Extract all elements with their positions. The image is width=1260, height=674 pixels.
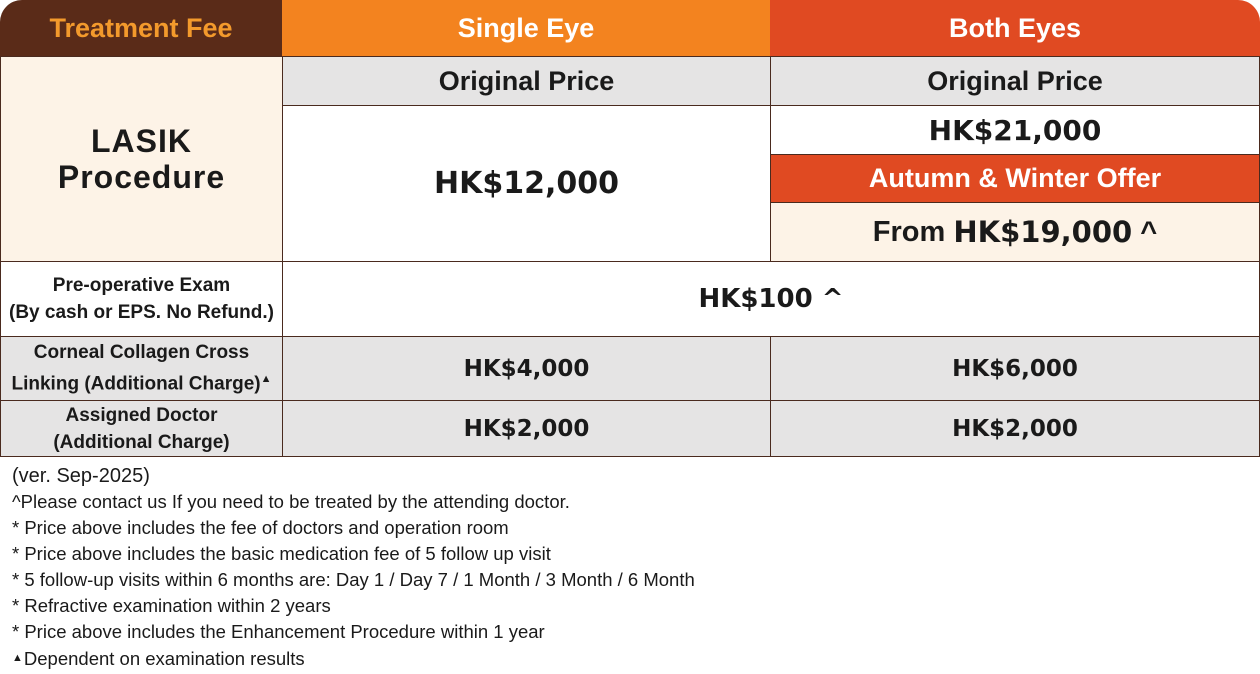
- lasik-single-price: HK$12,000: [282, 105, 771, 262]
- lasik-label-line2: Procedure: [57, 159, 226, 195]
- cxl-label: [0, 336, 283, 401]
- offer-caret-mark: ^: [1140, 215, 1158, 248]
- preop-exam-label: [0, 261, 283, 337]
- cxl-label-line2: [12, 366, 272, 397]
- preop-exam-price: HK$100 ^: [282, 261, 1260, 337]
- note-line: * Price above includes the Enhancement Procedure within 1 year: [12, 621, 545, 642]
- lasik-both-price: HK$21,000: [770, 105, 1260, 155]
- lasik-label-line1: LASIK: [91, 123, 192, 159]
- header-both-eyes: Both Eyes: [770, 0, 1260, 57]
- header-single-eye: Single Eye: [282, 0, 770, 57]
- dependent-note-text: Dependent on examination results: [23, 648, 305, 669]
- assigned-doctor-both-price: HK$2,000: [770, 400, 1260, 457]
- note-line: * Price above includes the basic medication fee of 5 follow up visit: [12, 543, 551, 564]
- preop-label-line1: Pre-operative Exam: [52, 275, 231, 296]
- cxl-label-line1: Corneal Collagen Cross: [33, 342, 250, 364]
- offer-from-price: [770, 202, 1260, 262]
- triangle-mark-icon: ▲: [260, 373, 272, 386]
- lasik-procedure-label: [0, 56, 283, 262]
- assigned-doctor-single-price: HK$2,000: [282, 400, 771, 457]
- cxl-single-price: HK$4,000: [282, 336, 771, 401]
- triangle-mark-icon: ▲: [12, 652, 23, 664]
- note-line: * Refractive examination within 2 years: [12, 595, 331, 616]
- cxl-label-line2-text: Linking (Additional Charge): [11, 373, 261, 395]
- note-line: * 5 follow-up visits within 6 months are: Day 1 / Day 7 / 1 Month / 3 Month / 6 Month: [12, 569, 695, 590]
- assigned-doctor-label: [0, 400, 283, 457]
- original-price-label-both: Original Price: [770, 56, 1260, 106]
- note-line-dependent: [12, 645, 1242, 672]
- assigned-label-line1: Assigned Doctor: [65, 404, 218, 426]
- header-treatment-fee: Treatment Fee: [0, 0, 282, 57]
- autumn-winter-offer-label: Autumn & Winter Offer: [770, 154, 1260, 203]
- footnotes: [12, 463, 1242, 672]
- preop-label-line2: (By cash or EPS. No Refund.): [9, 302, 274, 323]
- offer-from-prefix: From: [872, 215, 946, 248]
- cxl-both-price: HK$6,000: [770, 336, 1260, 401]
- note-line: ^Please contact us If you need to be treated by the attending doctor.: [12, 491, 570, 512]
- note-line: * Price above includes the fee of doctors and operation room: [12, 517, 509, 538]
- version-note: (ver. Sep-2025): [12, 465, 150, 487]
- original-price-label-single: Original Price: [282, 56, 771, 106]
- assigned-label-line2: (Additional Charge): [53, 431, 230, 453]
- offer-price-value: HK$19,000: [953, 215, 1133, 249]
